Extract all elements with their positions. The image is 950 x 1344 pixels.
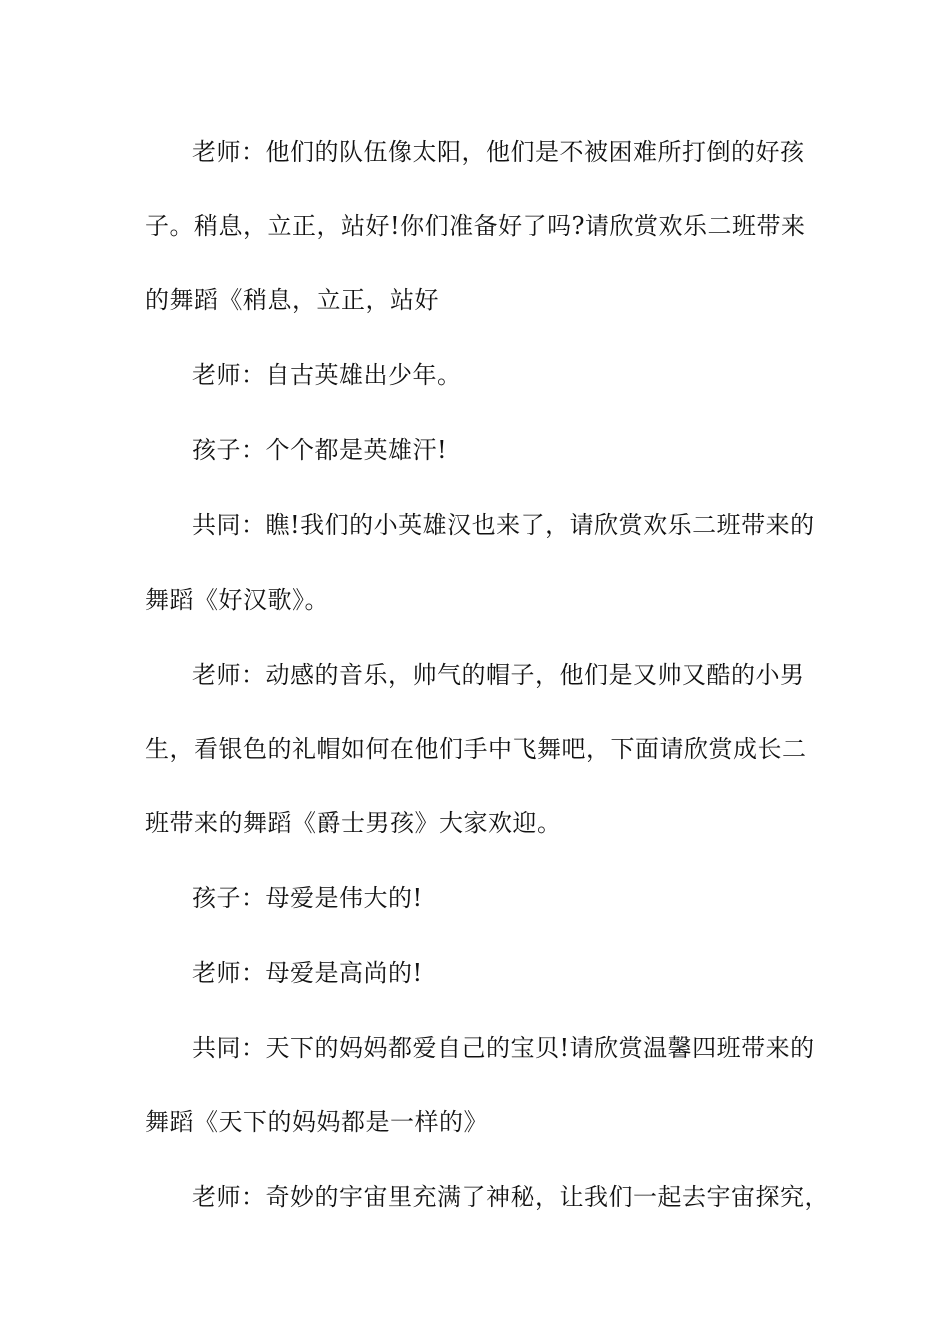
paragraph-line: 共同：瞧!我们的小英雄汉也来了，请欣赏欢乐二班带来的 xyxy=(192,511,815,539)
paragraph-line: 共同：天下的妈妈都爱自己的宝贝!请欣赏温馨四班带来的 xyxy=(192,1034,815,1062)
paragraph-line: 的舞蹈《稍息，立正，站好 xyxy=(145,286,439,314)
paragraph-line: 生，看银色的礼帽如何在他们手中飞舞吧，下面请欣赏成长二 xyxy=(145,735,807,763)
paragraph-line: 老师：动感的音乐，帅气的帽子，他们是又帅又酷的小男 xyxy=(192,661,805,689)
paragraph-line: 老师：他们的队伍像太阳，他们是不被困难所打倒的好孩 xyxy=(192,138,805,166)
paragraph-line: 子。稍息，立正，站好!你们准备好了吗?请欣赏欢乐二班带来 xyxy=(145,212,806,240)
paragraph-line: 舞蹈《好汉歌》。 xyxy=(145,586,329,614)
paragraph-line: 孩子：母爱是伟大的! xyxy=(192,884,423,912)
paragraph-line: 老师：自古英雄出少年。 xyxy=(192,361,462,389)
paragraph-line: 班带来的舞蹈《爵士男孩》大家欢迎。 xyxy=(145,809,562,837)
paragraph-line: 孩子：个个都是英雄汗! xyxy=(192,436,448,464)
paragraph-line: 老师：奇妙的宇宙里充满了神秘，让我们一起去宇宙探究， xyxy=(192,1183,829,1211)
paragraph-line: 舞蹈《天下的妈妈都是一样的》 xyxy=(145,1108,488,1136)
paragraph-line: 老师：母爱是高尚的! xyxy=(192,959,423,987)
